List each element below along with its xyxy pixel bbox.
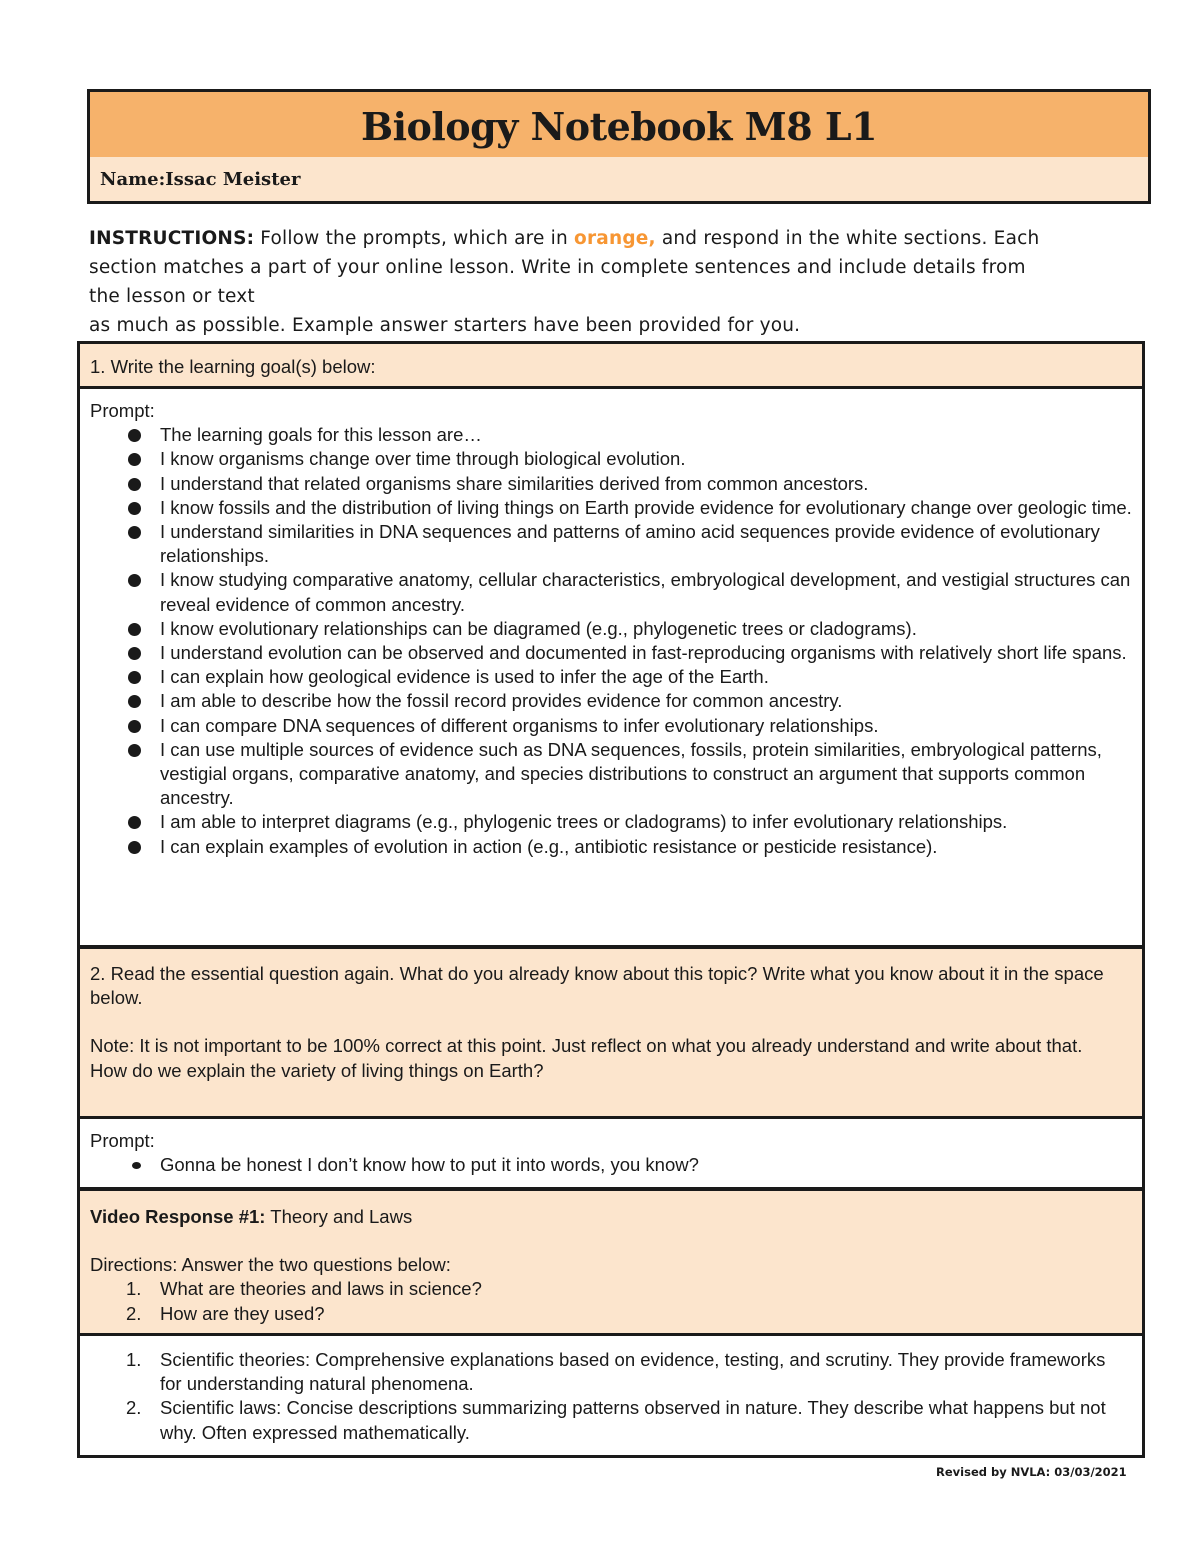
list-item: 2. Scientific laws: Concise descriptions summarizing patterns observed in nature. They describe what happens but not why. Often expressed mathematically. (126, 1397, 1106, 1443)
instructions-orange-word: orange, (574, 228, 656, 249)
bullet-icon (128, 816, 141, 829)
bullet-icon (128, 623, 141, 636)
section2-header (77, 946, 1145, 1119)
section1-prompt: 1. Write the learning goal(s) below: (90, 356, 376, 377)
section1-body[interactable] (77, 389, 1145, 948)
bullet-icon (128, 574, 141, 587)
bullet-icon (128, 478, 141, 491)
bullet-icon (128, 841, 141, 854)
prompt-label: Prompt: (90, 400, 155, 421)
video1-header (77, 1188, 1145, 1336)
bullet-icon (128, 647, 141, 660)
bullet-icon (128, 720, 141, 733)
list-item: I know organisms change over time through biological evolution. (90, 447, 1132, 471)
video1-questions (90, 1277, 1132, 1325)
list-item: I understand that related organisms share similarities derived from common ancestors. (90, 472, 1132, 496)
list-item: 1. Scientific theories: Comprehensive explanations based on evidence, testing, and scrutiny. They provide frameworks for understanding natural phenomena. (126, 1349, 1106, 1395)
prompt-label: Prompt: (90, 1130, 155, 1151)
name-label: Name: (100, 168, 166, 190)
bullet-icon (128, 502, 141, 515)
title-banner (87, 89, 1151, 163)
video1-body[interactable] (77, 1336, 1145, 1458)
list-item: I understand similarities in DNA sequences and patterns of amino acid sequences provide evidence of evolutionary relationships. (90, 520, 1132, 568)
video1-title: Theory and Laws (265, 1206, 413, 1227)
instructions-label: INSTRUCTIONS: (89, 228, 255, 249)
bullet-icon (128, 526, 141, 539)
list-item: I am able to describe how the fossil record provides evidence for common ancestry. (90, 689, 1132, 713)
section2-body[interactable] (77, 1119, 1145, 1190)
answer-list (90, 1153, 1132, 1177)
list-item: I can compare DNA sequences of different organisms to infer evolutionary relationships. (90, 714, 1132, 738)
instructions-text: Follow the prompts, which are in (254, 228, 575, 249)
list-item: I understand evolution can be observed and documented in fast-reproducing organisms with relatively short life spans. (90, 641, 1132, 665)
bullet-icon (128, 429, 141, 442)
list-item: 2. How are they used? (126, 1302, 325, 1324)
essential-question: How do we explain the variety of living things on Earth? (90, 1059, 544, 1081)
instructions-line: section matches a part of your online lesson. Write in complete sentences and include details from (89, 257, 1026, 278)
instructions-line: the lesson or text (89, 286, 255, 307)
bullet-icon (132, 1162, 141, 1169)
list-item: I know evolutionary relationships can be diagramed (e.g., phylogenetic trees or cladograms). (90, 617, 1132, 641)
list-item: I am able to interpret diagrams (e.g., phylogenic trees or cladograms) to infer evolutionary relationships. (90, 810, 1132, 834)
video1-directions: Directions: Answer the two questions below: (90, 1254, 451, 1276)
list-item: I can use multiple sources of evidence such as DNA sequences, fossils, protein similarities, embryological patterns, vestigial organs, comparative anatomy, and species distributions to construct an argument that supports common ancestry. (90, 738, 1132, 811)
list-item: I can explain examples of evolution in action (e.g., antibiotic resistance or pesticide resistance). (90, 835, 1132, 859)
instructions-text: and respond in the white sections. Each (655, 228, 1040, 249)
bullet-icon (128, 744, 141, 757)
list-item: I can explain how geological evidence is used to infer the age of the Earth. (90, 665, 1132, 689)
bullet-icon (128, 695, 141, 708)
name-row (87, 157, 1151, 204)
section2-note: Note: It is not important to be 100% correct at this point. Just reflect on what you already understand and write about that. (90, 1035, 1083, 1057)
list-item: 1. What are theories and laws in science? (126, 1278, 482, 1300)
list-item: I know studying comparative anatomy, cellular characteristics, embryological development, and vestigial structures can reveal evidence of common ancestry. (90, 568, 1132, 616)
list-item (90, 1153, 1132, 1177)
section1-header (77, 341, 1145, 389)
video1-label: Video Response #1: (90, 1206, 266, 1227)
page-title: Biology Notebook M8 L1 (360, 103, 878, 149)
section2-question: 2. Read the essential question again. What do you already know about this topic? Write what you know about it in the space below. (90, 963, 1104, 1009)
bullet-icon (128, 453, 141, 466)
video1-answers (90, 1348, 1132, 1445)
instructions-line: as much as possible. Example answer starters have been provided for you. (89, 315, 801, 336)
list-item: I know fossils and the distribution of living things on Earth provide evidence for evolutionary change over geologic time. (90, 496, 1132, 520)
bullet-icon (128, 671, 141, 684)
list-item: The learning goals for this lesson are… (90, 423, 1132, 447)
instructions (89, 224, 1194, 340)
learning-goals-list (90, 423, 1132, 859)
student-answer: Gonna be honest I don’t know how to put it into words, you know? (160, 1154, 699, 1176)
name-value: Issac Meister (165, 168, 301, 190)
revision-note: Revised by NVLA: 03/03/2021 (936, 1465, 1127, 1479)
